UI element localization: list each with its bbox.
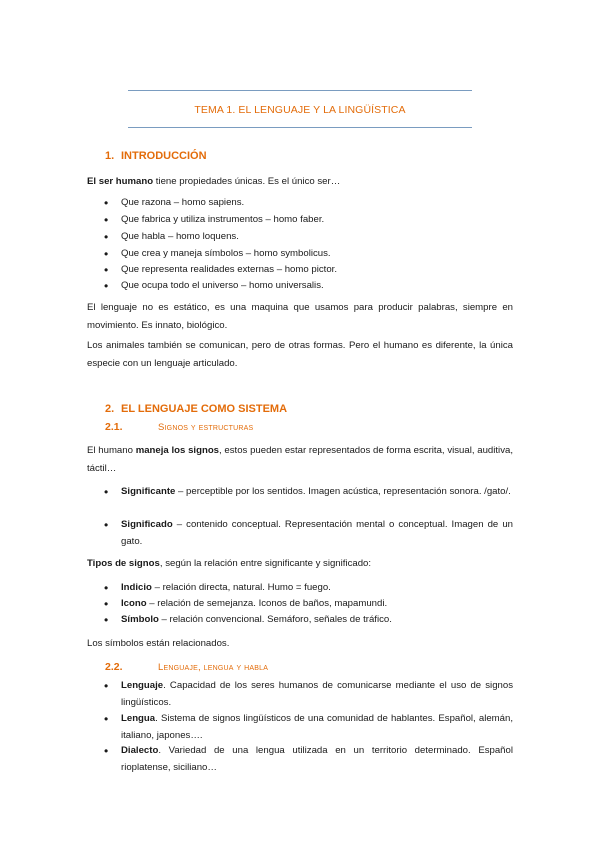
bullet-icon: • — [104, 213, 109, 227]
list-item — [121, 612, 513, 629]
list-item-text: – contenido conceptual. Representación mental o conceptual. Imagen de un gato. — [121, 519, 513, 547]
intro-bold: El ser humano — [87, 176, 154, 187]
list-item — [121, 743, 513, 776]
intro-rest: tiene propiedades únicas. Es el único ser… — [153, 176, 341, 187]
subsection-2-2-heading — [105, 661, 268, 673]
bullet-icon: • — [104, 279, 109, 293]
list-item-term: Significante — [121, 486, 176, 497]
bullet-icon: • — [104, 247, 109, 261]
title-top-rule — [128, 90, 472, 91]
bullet-icon: • — [104, 712, 109, 726]
list-item-term: Lengua — [121, 713, 156, 724]
list-item-term: Dialecto — [121, 745, 159, 756]
subsection-2-2-number: 2.2. — [105, 661, 123, 673]
list-item-text: – relación de semejanza. Iconos de baños, mapamundi. — [146, 598, 388, 609]
list-item: Que ocupa todo el universo – homo universalis. — [121, 280, 324, 291]
bullet-icon: • — [104, 196, 109, 210]
bullet-icon: • — [104, 679, 109, 693]
bullet-icon: • — [104, 581, 109, 595]
list-item-term: Significado — [121, 519, 173, 530]
bullet-icon: • — [104, 485, 109, 499]
signs-text-b: , estos pueden estar representados de forma escrita, visual, auditiva, táctil… — [87, 445, 513, 474]
section-2-number: 2. — [105, 403, 115, 415]
sign-types-paragraph — [87, 555, 513, 573]
list-item-text: – relación convencional. Semáforo, señales de tráfico. — [158, 614, 392, 625]
list-item — [121, 596, 513, 613]
language-paragraph: El lenguaje no es estático, es una maquina que usamos para producir palabras, siempre en movimiento. Es innato, biológico. — [87, 302, 513, 331]
subsection-2-1-title: Signos y estructuras — [158, 422, 254, 433]
list-item-term: Lenguaje — [121, 680, 164, 691]
signs-paragraph — [87, 442, 513, 478]
document-title: TEMA 1. EL LENGUAJE Y LA LINGÜÍSTICA — [194, 104, 406, 116]
section-1-number: 1. — [105, 150, 115, 162]
list-item: Que crea y maneja símbolos – homo symbolicus. — [121, 248, 331, 259]
symbols-paragraph: Los símbolos están relacionados. — [87, 638, 230, 649]
sign-types-rest: , según la relación entre significante y significado: — [159, 558, 372, 569]
subsection-2-1-number: 2.1. — [105, 421, 123, 433]
subsection-2-1-heading — [105, 421, 253, 433]
list-item-term: Indicio — [121, 582, 152, 593]
list-item: Que habla – homo loquens. — [121, 231, 239, 242]
animals-paragraph: Los animales también se comunican, pero de otras formas. Pero el humano es diferente, la única especie con un lenguaje articulado. — [87, 340, 513, 369]
list-item: Que fabrica y utiliza instrumentos – homo faber. — [121, 214, 325, 225]
bullet-icon: • — [104, 518, 109, 532]
list-item — [121, 711, 513, 744]
list-item-text: . Capacidad de los seres humanos de comunicarse mediante el uso de signos lingüísticos. — [121, 680, 513, 708]
section-2-title: EL LENGUAJE COMO SISTEMA — [121, 403, 288, 415]
sign-types-bold: Tipos de signos — [87, 558, 160, 569]
list-item-term: Símbolo — [121, 614, 159, 625]
list-item-term: Icono — [121, 598, 147, 609]
list-item — [121, 580, 513, 597]
list-item-text: . Variedad de una lengua utilizada en un territorio determinado. Español rioplatense, siciliano… — [121, 745, 513, 773]
subsection-2-2-title: Lenguaje, lengua y habla — [158, 662, 269, 673]
list-item — [121, 517, 513, 550]
bullet-icon: • — [104, 744, 109, 758]
intro-paragraph — [87, 173, 513, 191]
list-item: Que representa realidades externas – homo pictor. — [121, 264, 337, 275]
section-1-heading — [105, 150, 207, 162]
bullet-icon: • — [104, 597, 109, 611]
title-bottom-rule — [128, 127, 472, 128]
list-item — [121, 678, 513, 711]
bullet-icon: • — [104, 230, 109, 244]
bullet-icon: • — [104, 613, 109, 627]
list-item-text: . Sistema de signos lingüísticos de una comunidad de hablantes. Español, alemán, italiano, japones…. — [121, 713, 513, 741]
bullet-icon: • — [104, 263, 109, 277]
list-item: Que razona – homo sapiens. — [121, 197, 245, 208]
section-1-title: INTRODUCCIÓN — [121, 150, 207, 162]
list-item-text: – perceptible por los sentidos. Imagen acústica, representación sonora. /gato/. — [175, 486, 511, 497]
signs-bold: maneja los signos — [135, 445, 220, 456]
list-item-text: – relación directa, natural. Humo = fuego. — [151, 582, 331, 593]
signs-text-a: El humano — [87, 445, 136, 456]
list-item — [121, 484, 513, 501]
section-2-heading — [105, 403, 287, 415]
